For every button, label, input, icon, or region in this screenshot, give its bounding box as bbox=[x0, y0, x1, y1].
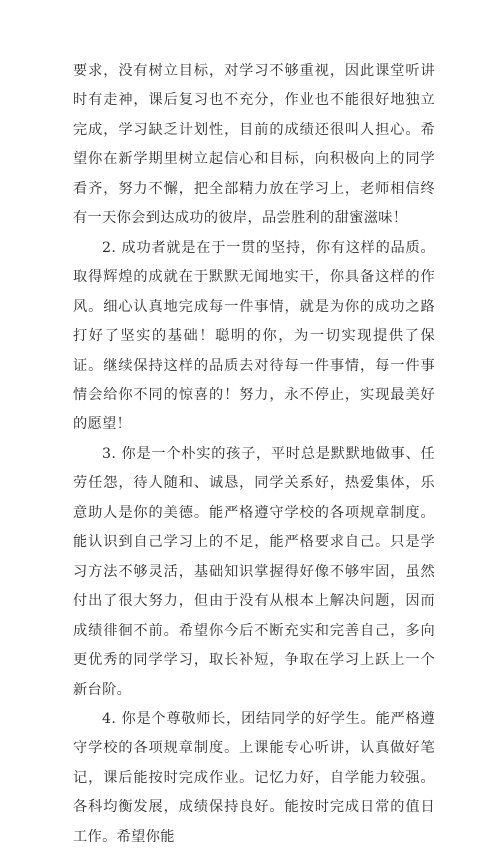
paragraph-1-continued: 要求，没有树立目标，对学习不够重视，因此课堂听讲时有走神，课后复习也不充分，作业也不能很好地独立完成，学习缺乏计划性，目前的成绩还很叫人担心。希望你在新学期里树立起信心和目标，向积极向上的同学看齐，努力不懈，把全部精力放在学习上，老师相信终有一天你会到达成功的彼岸，品尝胜利的甜蜜滋味！ bbox=[73, 63, 435, 227]
paragraph-2: 2. 成功者就是在于一贯的坚持，你有这样的品质。取得辉煌的成就在于默默无闻地实干，你具备这样的作风。细心认真地完成每一件事情，就是为你的成功之路打好了坚实的基础！聪明的你，为一切实现提供了保证。继续保持这样的品质去对待每一件事情，每一件事情会给你不同的惊喜的！努力，永不停止，实现最美好的愿望！ bbox=[73, 239, 435, 433]
paragraph-3: 3. 你是一个朴实的孩子，平时总是默默地做事、任劳任怨，待人随和、诚恳，同学关系好，热爱集体，乐意助人是你的美德。能严格遵守学校的各项规章制度。能认识到自己学习上的不足，能严格要求自己。只是学习方法不够灵活，基础知识掌握得好像不够牢固，虽然付出了很大努力，但由于没有从根本上解决问题，因而成绩徘徊不前。希望你今后不断充实和完善自己，多向更优秀的同学学习，取长补短，争取在学习上跃上一个新台阶。 bbox=[73, 445, 435, 698]
document-body bbox=[73, 57, 435, 852]
paragraph-4: 4. 你是个尊敬师长，团结同学的好学生。能严格遵守学校的各项规章制度。上课能专心听讲，认真做好笔记，课后能按时完成作业。记忆力好，自学能力较强。各科均衡发展，成绩保持良好。能按时完成日常的值日工作。希望你能 bbox=[73, 710, 435, 845]
